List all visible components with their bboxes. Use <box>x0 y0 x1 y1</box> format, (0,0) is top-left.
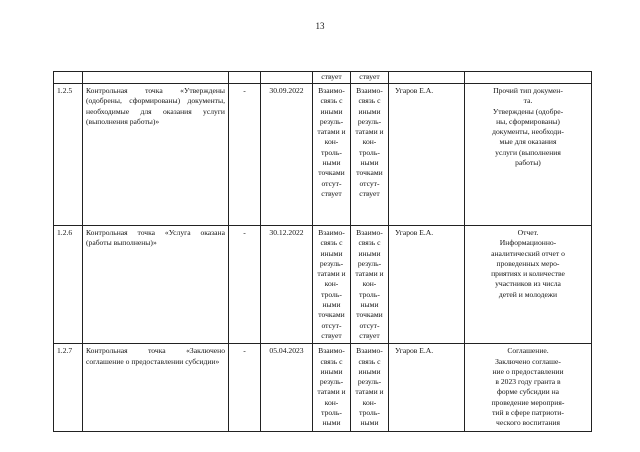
checkpoint-date: 05.04.2023 <box>261 344 313 431</box>
checkpoint-date: 30.09.2022 <box>261 84 313 226</box>
document-type: Соглашение. Заключено соглаше- ние о предоставлении в 2023 году гранта в форме субсидии на проведение мероприя- тий в сфере патриоти- ческого воспитания <box>465 344 592 431</box>
successor-link: Взаимо- связь с иными резуль- татами и кон- троль- ными точками отсут- ствует <box>351 84 389 226</box>
cell-dash <box>229 72 261 84</box>
page-number: 13 <box>315 21 325 31</box>
schedule-table <box>53 71 592 432</box>
document-type: Прочий тип докумен- та. Утверждены (одобре- ны, сформированы) документы, необходи- мые для оказания услуги (выполнения работы) <box>465 84 592 226</box>
table-row-continuation <box>54 72 592 84</box>
responsible-person: Угаров Е.А. <box>389 84 465 226</box>
cell-link1: ствует <box>313 72 351 84</box>
predecessor-link: Взаимо- связь с иными резуль- татами и кон- троль- ными точками отсут- ствует <box>313 84 351 226</box>
responsible-person: Угаров Е.А. <box>389 344 465 431</box>
row-number: 1.2.7 <box>54 344 83 431</box>
base-value: - <box>229 344 261 431</box>
predecessor-link: Взаимо- связь с иными резуль- татами и кон- троль- ными точками отсут- ствует <box>313 226 351 344</box>
base-value: - <box>229 226 261 344</box>
checkpoint-name: Контрольная точка «Заключено соглашение о предоставлении субсидии» <box>83 344 229 431</box>
predecessor-link: Взаимо- связь с иными резуль- татами и кон- троль- ными <box>313 344 351 431</box>
successor-link: Взаимо- связь с иными резуль- татами и кон- троль- ными точками отсут- ствует <box>351 226 389 344</box>
document-type: Отчет. Информационно- аналитический отчет о проведенных меро- приятиях и количестве участников из числа детей и молодежи <box>465 226 592 344</box>
cell-date <box>261 72 313 84</box>
responsible-person: Угаров Е.А. <box>389 226 465 344</box>
successor-link: Взаимо- связь с иными резуль- татами и кон- троль- ными <box>351 344 389 431</box>
table-row <box>54 84 592 226</box>
checkpoint-name: Контрольная точка «Утверждены (одобрены, сформированы) документы, необходимые для оказания услуги (выполнения работы)» <box>83 84 229 226</box>
checkpoint-date: 30.12.2022 <box>261 226 313 344</box>
cell-doc <box>465 72 592 84</box>
base-value: - <box>229 84 261 226</box>
cell-num <box>54 72 83 84</box>
row-number: 1.2.5 <box>54 84 83 226</box>
row-number: 1.2.6 <box>54 226 83 344</box>
table-row <box>54 226 592 344</box>
checkpoint-name: Контрольная точка «Услуга оказана (работы выполнены)» <box>83 226 229 344</box>
table-row <box>54 344 592 431</box>
cell-link2: ствует <box>351 72 389 84</box>
cell-name <box>83 72 229 84</box>
cell-person <box>389 72 465 84</box>
